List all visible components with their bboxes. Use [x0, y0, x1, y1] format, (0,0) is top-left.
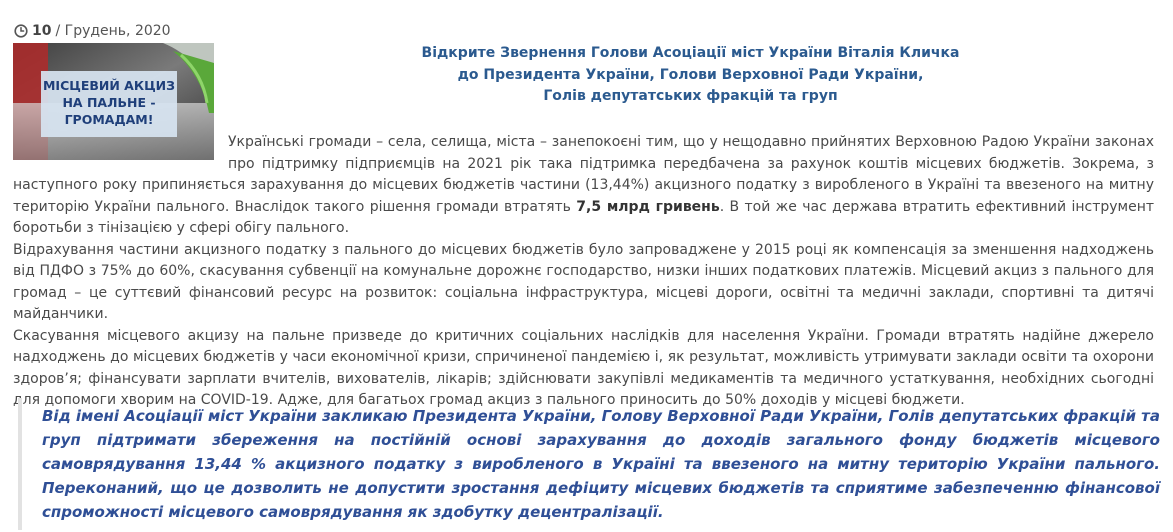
body-paragraph-2: Відрахування частини акцизного податку з пального до місцевих бюджетів було запроваджене у 2015 році як компенсація за зменшення надходжень від ПДФО з 75% до 60%, скасування субвенції на комунальне дорожнє господарство, низки інших податкових платежів. Місцевий акциз з пального для громад – це суттєвий фінансовий ресурс на розвиток: соціальна інфраструктура, місцеві дороги, освітні та медичні заклади, спортивні та дитячі майданчики. [13, 241, 1154, 322]
publish-day: 10 [32, 23, 52, 39]
appeal-blockquote: Від імені Асоціації міст України закликаю Президента України, Голову Верховної Ради України, Голів депутатських фракцій та груп підтримати збереження на постійній основі зарахування до доходів загального фонду бюджетів місцевого самоврядування 13,44 % акцизного податку з виробленого в Україні та ввезеного на митну територію України пального. Переконаний, що це дозволить не допустити зростання дефіциту місцевих бюджетів та сприятиме забезпеченню фінансової спроможності місцевого самоврядування як здобутку децентралізації. [18, 398, 1160, 530]
title-line-2: до Президента України, Голови Верховної Ради України, [457, 66, 924, 83]
publish-month-year: / Грудень, 2020 [55, 23, 171, 39]
clock-icon [14, 24, 28, 38]
paragraph-1-text-start: Українські громади – села, селища, міста – занепокоєні тим, що у нещодавно прийнятих Верховною Радою України законах про підтримку підприємців на 2021 рік така підтримка передбачена за рахунок коштів місцевих бюджетів. Зокрема, з наступного року припиняється зарахування до місцевих бюджетів частини (13,44%) акцизного податку з виробленого в Україні та ввезеного на митну територію України пального. Внаслідок такого рішення громади втратять [13, 134, 1154, 215]
thumb-text-line1: МІСЦЕВИЙ АКЦИЗ [42, 78, 176, 93]
title-line-1: Відкрите Звернення Голови Асоціації міст України Віталія Кличка [421, 45, 960, 61]
publish-date [14, 22, 171, 40]
article-body [13, 132, 1154, 412]
thumb-text-line2: НА ПАЛЬНЕ - [62, 95, 156, 110]
thumb-text-line3: ГРОМАДАМ! [64, 112, 154, 127]
body-paragraph-3: Скасування місцевого акцизу на пальне призведе до критичних соціальних наслідків для населення України. Громади втратять надійне джерело надходжень до місцевих бюджетів у часи економічної кризи, спричиненої пандемією і, як результат, можливість утримувати заклади освіти та охорони здоров’я; фінансувати зарплати вчителів, вихователів, лікарів; здійснювати закупівлі медикаментів та медичного устаткування, необхідних сьогодні для допомоги хворим на COVID-19. Адже, для багатьох громад акциз з пального приносить до 50% доходів у місцеві бюджети. [13, 327, 1154, 408]
loss-amount-highlight: 7,5 млрд гривень [576, 198, 720, 215]
thumbnail-wrap-spacer [13, 132, 228, 175]
paragraph-1-text-end: . В той же час держава втратить ефективний інструмент боротьби з тінізацією у сфері обігу пального. [13, 198, 1155, 236]
title-line-3: Голів депутатських фракцій та груп [543, 88, 838, 104]
article-title [228, 43, 1153, 108]
